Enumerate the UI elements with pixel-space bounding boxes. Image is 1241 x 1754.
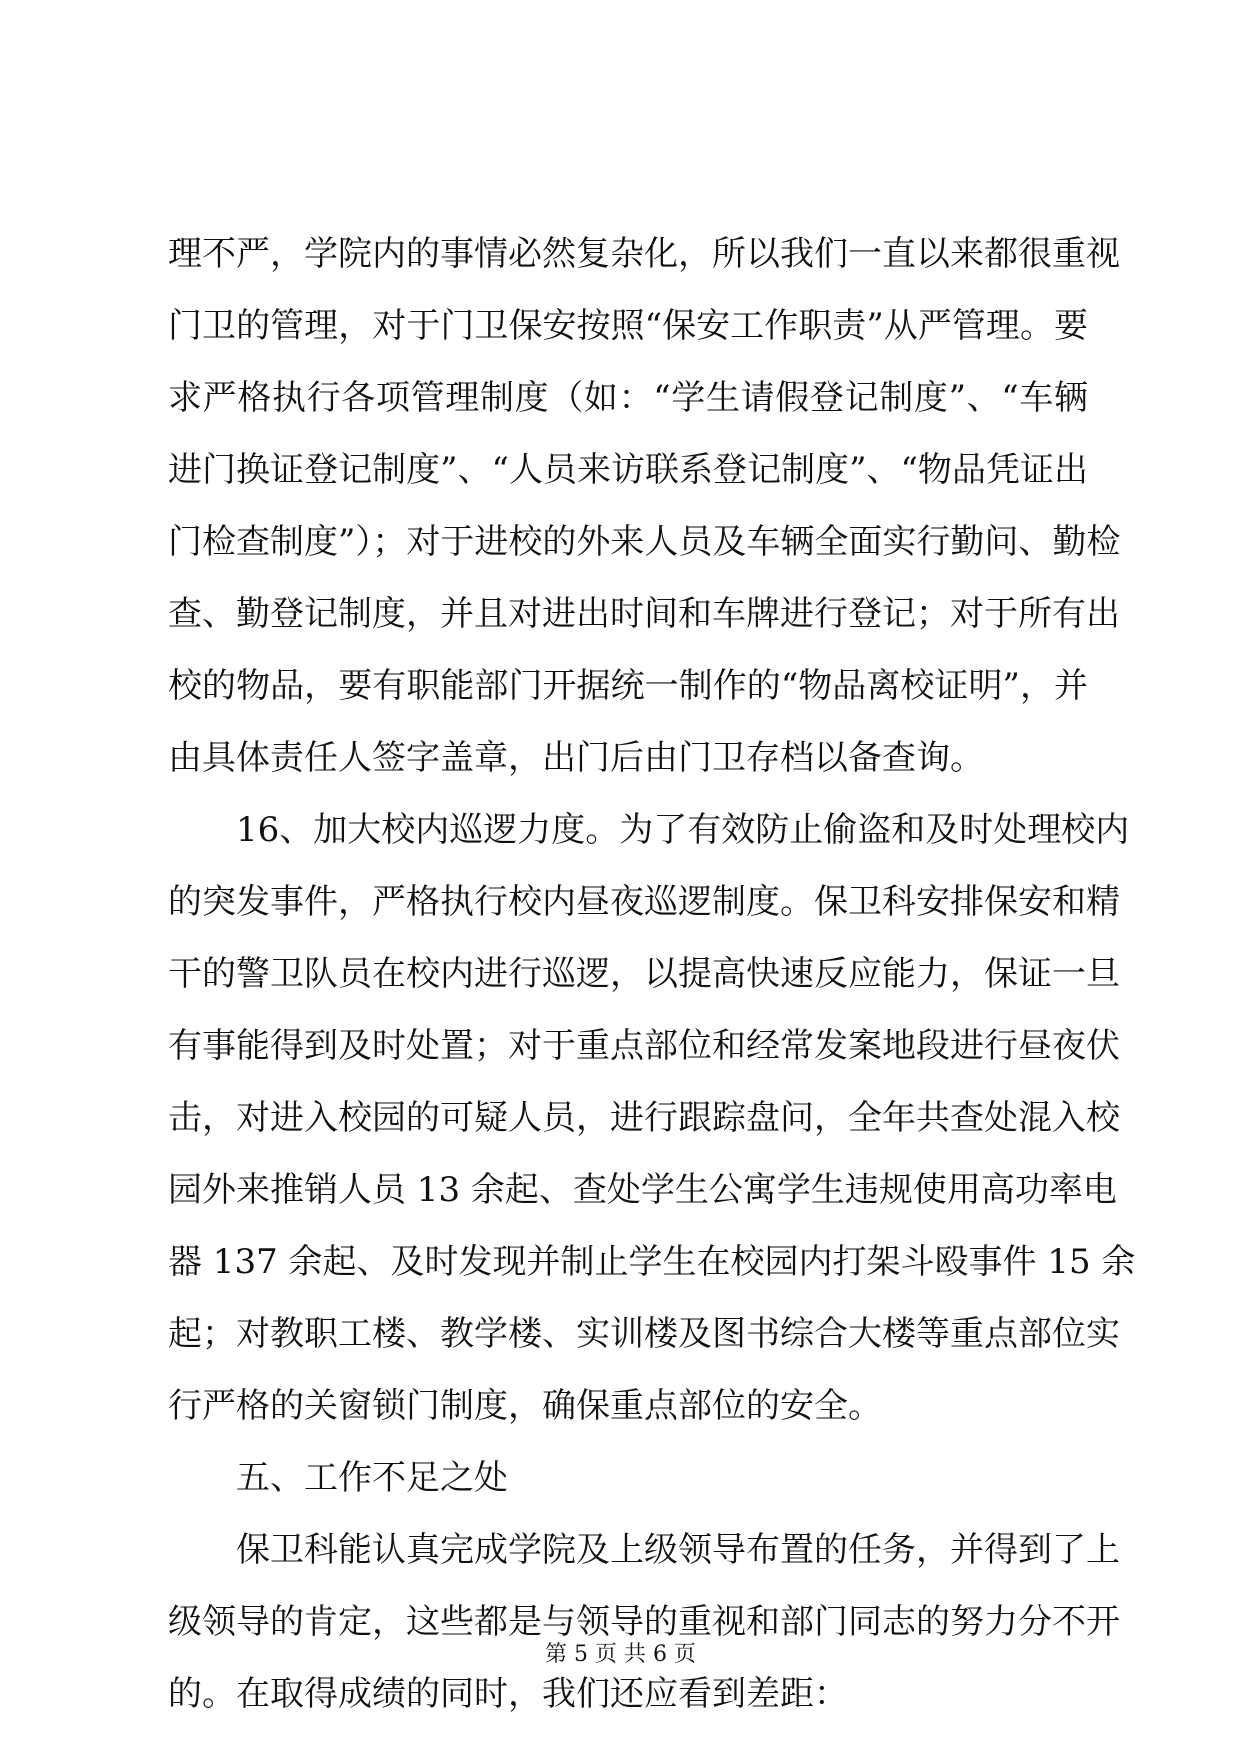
text-line: 理不严，学院内的事情必然复杂化，所以我们一直以来都很重视 (168, 234, 1120, 274)
text-line: 的突发事件，严格执行校内昼夜巡逻制度。保卫科安排保安和精 (168, 882, 1120, 922)
text-line: 由具体责任人签字盖章，出门后由门卫存档以备查询。 (168, 738, 984, 778)
text-line: 校的物品，要有职能部门开据统一制作的“物品离校证明”，并 (168, 666, 1088, 706)
text-line: 门检查制度”）；对于进校的外来人员及车辆全面实行勤问、勤检 (168, 522, 1121, 562)
page-number-footer: 第 5 页 共 6 页 (545, 1642, 696, 1667)
text-line: 园外来推销人员 13 余起、查处学生公寓学生违规使用高功率电 (168, 1170, 1117, 1210)
text-line: 求严格执行各项管理制度（如：“学生请假登记制度”、“车辆 (168, 378, 1088, 418)
heading-text: 五、工作不足之处 (236, 1458, 508, 1498)
section-heading (168, 1442, 1088, 1514)
text-line: 保卫科能认真完成学院及上级领导布置的任务，并得到了上 (236, 1530, 1120, 1570)
paragraph-item-16 (168, 794, 1136, 1442)
paragraph-continuation (168, 218, 1121, 794)
document-body (168, 218, 1136, 1730)
text-line: 的。在取得成绩的同时，我们还应看到差距： (168, 1674, 848, 1714)
text-line: 有事能得到及时处置；对于重点部位和经常发案地段进行昼夜伏 (168, 1026, 1120, 1066)
text-line: 16、加大校内巡逻力度。为了有效防止偷盗和及时处理校内 (236, 810, 1130, 850)
text-line: 级领导的肯定，这些都是与领导的重视和部门同志的努力分不开 (168, 1602, 1120, 1642)
text-line: 器 137 余起、及时发现并制止学生在校园内打架斗殴事件 15 余 (168, 1242, 1136, 1282)
text-line: 干的警卫队员在校内进行巡逻，以提高快速反应能力，保证一旦 (168, 954, 1120, 994)
text-line: 行严格的关窗锁门制度，确保重点部位的安全。 (168, 1386, 882, 1426)
text-line: 击，对进入校园的可疑人员，进行跟踪盘问，全年共查处混入校 (168, 1098, 1120, 1138)
text-line: 起；对教职工楼、教学楼、实训楼及图书综合大楼等重点部位实 (168, 1314, 1120, 1354)
text-line: 门卫的管理，对于门卫保安按照“保安工作职责”从严管理。要 (168, 306, 1088, 346)
text-line: 进门换证登记制度”、“人员来访联系登记制度”、“物品凭证出 (168, 450, 1088, 490)
paragraph-shortcomings (168, 1514, 1120, 1730)
text-line: 查、勤登记制度，并且对进出时间和车牌进行登记；对于所有出 (168, 594, 1120, 634)
